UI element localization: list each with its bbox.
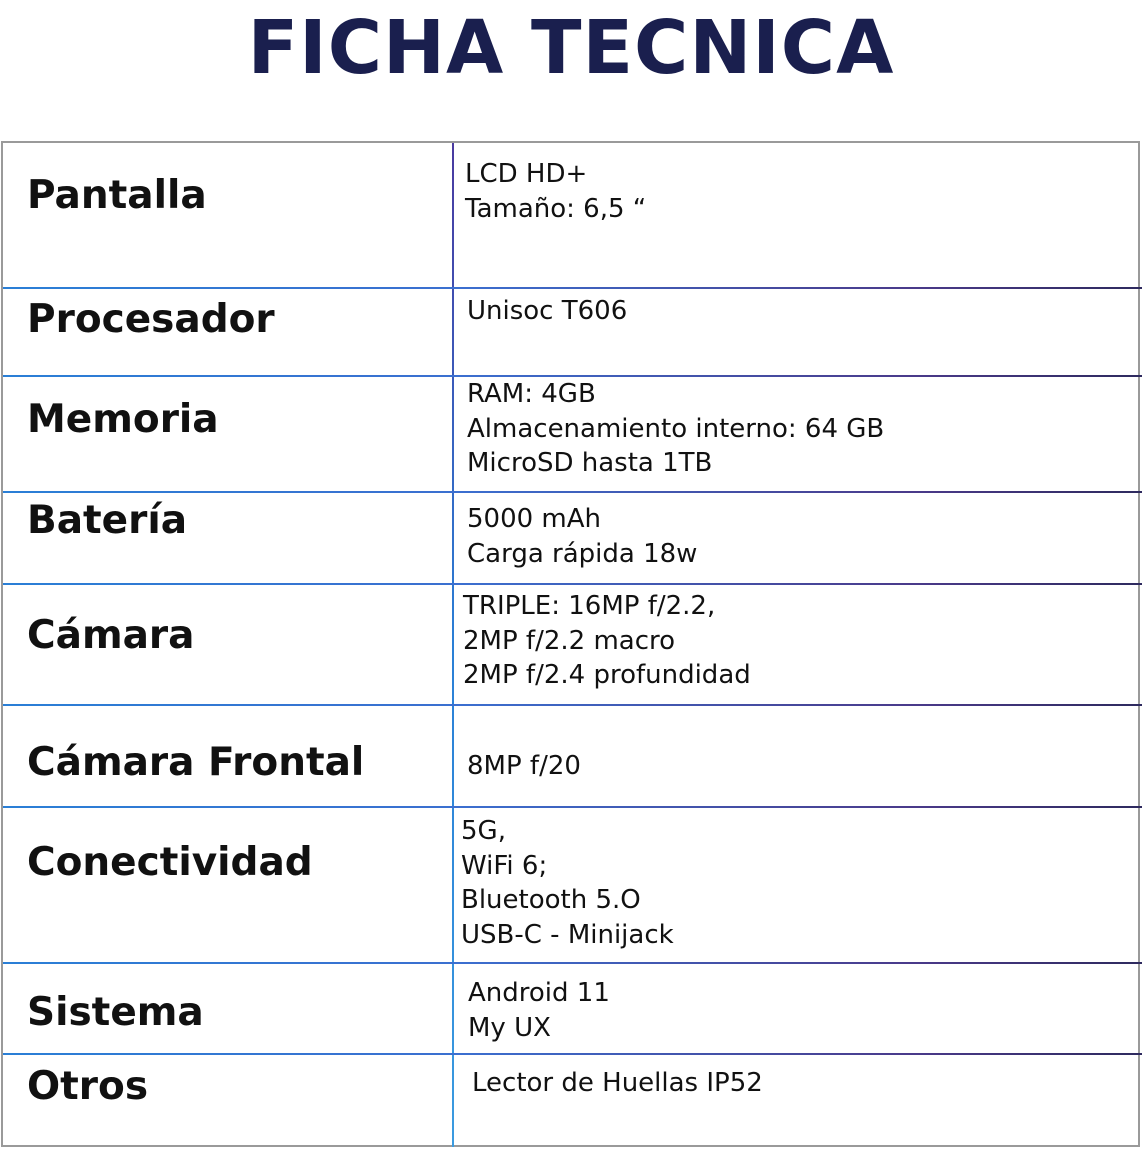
row-label-pantalla: Pantalla xyxy=(27,173,207,218)
row-value-camara xyxy=(463,589,751,693)
row-value-memoria xyxy=(467,377,884,481)
value-line: 5000 mAh xyxy=(467,504,602,534)
row-label-bateria: Batería xyxy=(27,498,188,543)
value-line: USB-C - Minijack xyxy=(461,919,674,950)
row-divider xyxy=(3,287,1142,289)
value-line: My UX xyxy=(468,1012,551,1043)
row-divider xyxy=(3,806,1142,808)
row-value-camara-frontal xyxy=(467,749,581,784)
row-label-otros: Otros xyxy=(27,1064,149,1109)
value-line: Tamaño: 6,5 “ xyxy=(465,193,647,224)
row-value-bateria xyxy=(467,502,697,571)
page-title: FICHA TECNICA xyxy=(247,5,895,91)
row-label-camara: Cámara xyxy=(27,613,195,658)
row-value-otros xyxy=(472,1066,763,1101)
value-line: 5G, xyxy=(461,816,506,846)
value-line: Bluetooth 5.O xyxy=(461,885,641,915)
value-line: 2MP f/2.2 macro xyxy=(463,625,676,656)
row-label-sistema: Sistema xyxy=(27,990,204,1035)
row-divider xyxy=(3,1053,1142,1055)
row-value-pantalla xyxy=(465,157,646,226)
value-line: 8MP f/20 xyxy=(467,751,581,781)
row-divider xyxy=(3,491,1142,493)
value-line: Carga rápida 18w xyxy=(467,538,698,569)
value-line: TRIPLE: 16MP f/2.2, xyxy=(463,591,716,621)
row-label-memoria: Memoria xyxy=(27,397,219,442)
row-label-conectividad: Conectividad xyxy=(27,840,313,885)
value-line: Almacenamiento interno: 64 GB xyxy=(467,413,885,444)
row-divider xyxy=(3,962,1142,964)
row-divider xyxy=(3,704,1142,706)
row-label-camara-frontal: Cámara Frontal xyxy=(27,740,365,785)
value-line: Android 11 xyxy=(468,978,610,1008)
spec-table xyxy=(1,141,1140,1147)
row-value-procesador xyxy=(467,294,627,329)
value-line: Lector de Huellas IP52 xyxy=(472,1068,763,1098)
row-divider xyxy=(3,583,1142,585)
column-divider xyxy=(452,143,454,1147)
value-line: LCD HD+ xyxy=(465,159,588,189)
value-line: RAM: 4GB xyxy=(467,379,596,409)
value-line: WiFi 6; xyxy=(461,850,548,881)
row-label-procesador: Procesador xyxy=(27,297,275,342)
value-line: 2MP f/2.4 profundidad xyxy=(463,660,751,690)
value-line: MicroSD hasta 1TB xyxy=(467,448,713,478)
row-value-conectividad xyxy=(461,814,674,952)
row-value-sistema xyxy=(468,976,610,1045)
value-line: Unisoc T606 xyxy=(467,296,628,326)
